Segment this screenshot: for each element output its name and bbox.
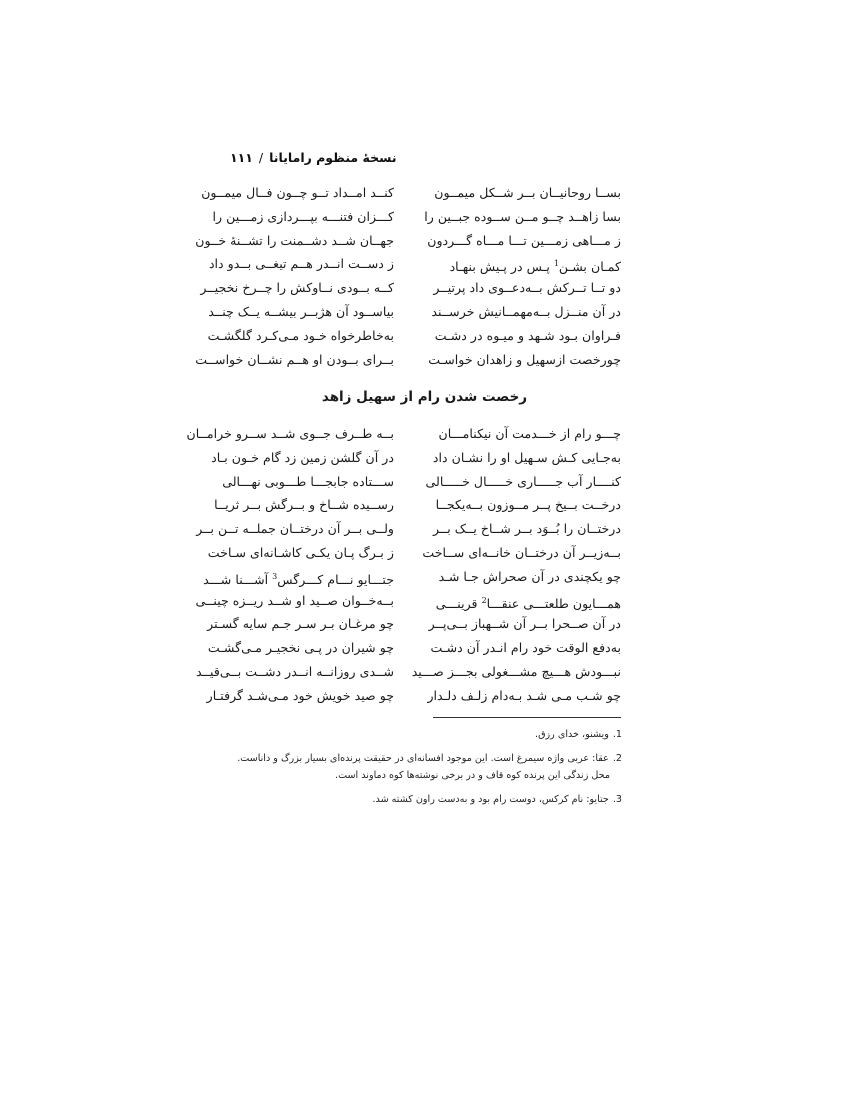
verse-couplet (196, 660, 621, 684)
verse-right-hemistich: فـراوان بـود شـهد و میـوه در دشـت (434, 327, 621, 343)
page-number: ۱۱۱ (230, 150, 253, 165)
verse-right-hemistich: چـــو رام از خـــدمت آن نیکنامـــان (438, 426, 621, 441)
running-head-separator: / (258, 150, 264, 165)
verse-right-hemistich: بــه‌زیــر آن درختــان خانــه‌ای ســاخت (422, 544, 621, 560)
verse-right-hemistich: چو یکچندی در آن صحراش جـا شـد (438, 568, 621, 584)
section-heading: رخصت شدن رام از سهیل زاهد (321, 389, 528, 405)
verse-right-hemistich: در آن منــزل بــه‌مهمــانیش خرســند (431, 303, 621, 319)
verse-left-hemistich: کنــد امــداد تــو چــون فــال میمــون (201, 185, 394, 200)
verse-right-hemistich: کنــــار آب جـــــاری خـــــال خـــــالی (425, 473, 621, 489)
verse-right-hemistich: دو تــا تــرکش بــه‌دعــوی داد پرتیــر (433, 280, 621, 296)
verse-left-hemistich: به‌خاطرخواه خـود مـی‌کـرد گلگشـت (207, 327, 394, 343)
footnote-number: 2. (612, 753, 622, 764)
verse-right-hemistich: بسا زاهــد چــو مــن ســوده جبــین را (424, 208, 621, 224)
verse-right-hemistich: به‌جـایی کـش سـهیل او را نشـان داد (432, 449, 621, 465)
footnote-text: عقا: عربی واژه سیمرغ است. این موجود افسانه‌ای در حقیقت پرنده‌ای بسیار بزرگ و داناست. (237, 753, 609, 764)
verse-left-hemistich: کــه بــودی نــاوکش را چــرخ نخجیــر (200, 280, 394, 296)
poem-block-2 (186, 422, 621, 708)
footnotes (222, 726, 622, 815)
verse-couplet (203, 565, 621, 589)
verse-left-hemistich: جهــان شــد دشــمنت را تشــنهٔ خــون (195, 232, 394, 248)
poem-block-1 (195, 181, 621, 371)
running-head (222, 150, 620, 170)
verse-couplet (195, 348, 621, 372)
verse-couplet (207, 324, 621, 348)
footnote-item (222, 791, 622, 808)
verse-couplet (200, 276, 621, 300)
footnote-marker[interactable]: 3 (272, 571, 278, 581)
verse-couplet (195, 229, 621, 253)
footnote-text-continued: محل زندگی این پرنده کوه قاف و در برخی نوشته‌ها کوه دماوند است. (335, 770, 610, 781)
footnote-number: 3. (612, 794, 622, 805)
footnote-number: 1. (612, 729, 622, 740)
verse-couplet (211, 446, 621, 470)
verse-left-hemistich: بیاســود آن هژبــر بیشــه یــک چنــد (208, 303, 394, 319)
verse-right-hemistich: درختــان را بُــوَد بــر شــاخ یــک بــر (432, 521, 621, 537)
verse-text: جتـــایو نـــام کـــرگس (277, 571, 394, 587)
verse-left-hemistich: شــدی روزانــه انــدر دشــت بــی‌قیــد (196, 663, 394, 679)
verse-couplet (222, 470, 621, 494)
verse-text: همـــایون طلعتـــی عنقـــا (486, 595, 621, 611)
verse-left-hemistich: رســیده شــاخ و بــرگش بــر ثریــا (214, 497, 394, 513)
footnote-marker[interactable]: 1 (553, 259, 559, 269)
verse-left-hemistich: در آن گلشن زمین زد گام خـون بـاد (211, 449, 394, 465)
verse-couplet (212, 205, 621, 229)
verse-couplet (207, 636, 621, 660)
verse-right-hemistich: در آن صــحرا بــر آن شــهباز بــی‌پــر (428, 616, 621, 632)
verse-right-hemistich: ز مـــاهی زمـــین تـــا مـــاه گـــردون (427, 232, 621, 248)
footnote-item (222, 750, 622, 784)
verse-text: آشـــنا شـــد (203, 571, 273, 587)
footnote-divider (433, 717, 621, 718)
verse-couplet (195, 589, 621, 613)
verse-couplet (207, 612, 621, 636)
verse-couplet (186, 422, 621, 446)
verse-left-hemistich: کـــزان فتنـــه بپـــردازی زمـــین را (212, 208, 394, 224)
verse-left-hemistich: چو شیران در پـی نخجیـر مـی‌گشـت (207, 640, 394, 656)
verse-left-hemistich: ولــی بــر آن درختــان جملــه تــن بــر (196, 521, 394, 537)
footnote-text: جتایو: نام کرکس، دوست رام بود و به‌دست راون کشته شد. (372, 794, 609, 805)
verse-couplet (214, 493, 621, 517)
verse-left-hemistich: بــرای بــودن او هــم نشــان خواســت (195, 351, 394, 367)
footnote-item (222, 726, 622, 743)
verse-couplet (196, 517, 621, 541)
verse-left-hemistich: چو مرغـان بـر سـر جـم سایه گسـتر (207, 616, 394, 632)
verse-right-hemistich: بســا روحانیــان بــر شــکل میمــون (434, 185, 621, 200)
verse-right-hemistich: چو شـب مـی شـد بـه‌دام زلـف دلـدار (427, 687, 621, 703)
verse-right-hemistich: چورخصت ازسهیل و زاهدان خواسـت (428, 351, 621, 367)
verse-left-hemistich: ز دســت انــدر هــم تیغــی بــدو داد (208, 256, 394, 272)
running-head-title: نسخهٔ منظوم رامایانا (269, 150, 397, 165)
verse-left-hemistich: بــه‌خــوان صــید او شــد ریــزه چینــی (195, 592, 394, 608)
verse-right-hemistich: نبـــودش هـــیچ مشـــغولی بجـــز صـــید (411, 663, 621, 679)
verse-couplet (206, 684, 621, 708)
verse-left-hemistich: بــه طــرف جــوی شــد ســرو خرامــان (186, 426, 394, 441)
verse-couplet (208, 252, 621, 276)
verse-text: پـس در پـیش بنهـاد (449, 259, 554, 275)
verse-right-hemistich: به‌دفع الوقت خود رام انـدر آن دشـت (430, 640, 621, 656)
verse-text: قرینـــی (435, 595, 482, 611)
verse-left-hemistich: چو صید خویش خود مـی‌شـد گرفتـار (206, 687, 394, 703)
verse-couplet (207, 541, 621, 565)
verse-text: کمـان بشـن (558, 259, 621, 275)
verse-couplet (208, 300, 621, 324)
verse-right-hemistich: درخــت بــیخ پــر مــوزون بــه‌یکجــا (435, 497, 621, 513)
verse-couplet (201, 181, 621, 205)
footnote-text: ویشنو، خدای رزق. (535, 729, 609, 740)
verse-left-hemistich: ز بـرگ پـان یکـی کاشـانه‌ای سـاخت (207, 544, 394, 560)
footnote-marker[interactable]: 2 (481, 595, 487, 605)
verse-left-hemistich: ســـتاده جابجـــا طـــوبی نهـــالی (222, 473, 394, 489)
